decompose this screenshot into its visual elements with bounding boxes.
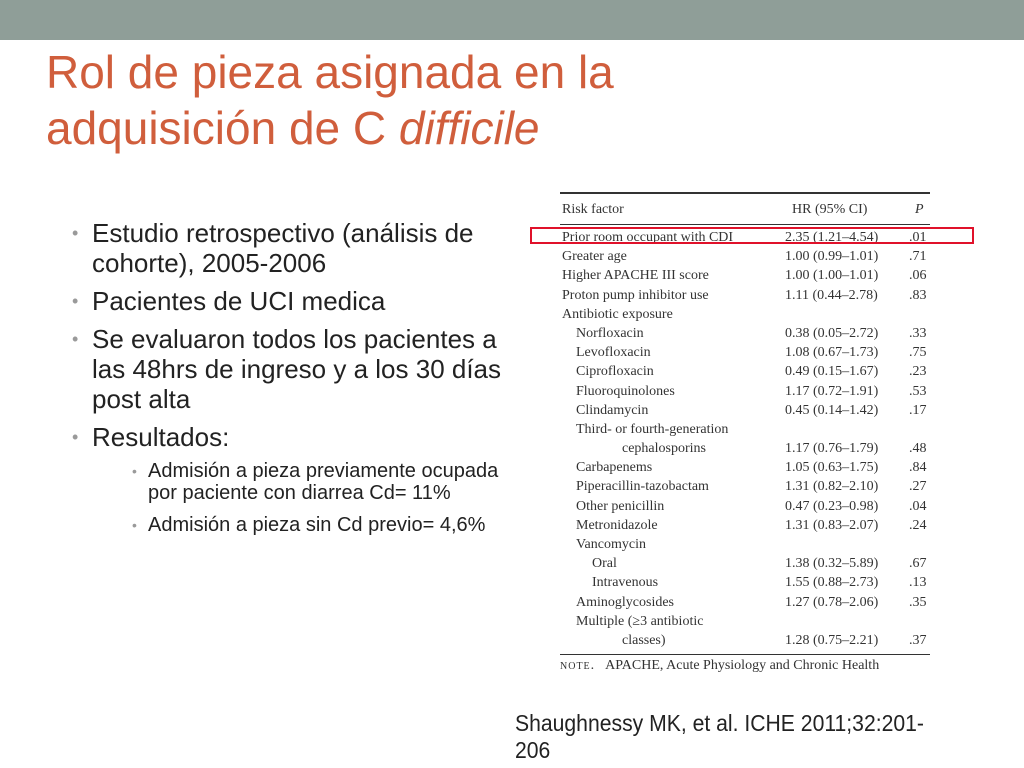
risk-factor-cell: Piperacillin-tazobactam [576, 479, 709, 495]
table-row [560, 631, 930, 650]
risk-factor-cell: Carbapenems [576, 460, 653, 476]
risk-factor-cell: Antibiotic exposure [562, 306, 673, 322]
highlight-box [530, 227, 974, 244]
hr-cell: 1.17 (0.72–1.91) [785, 383, 879, 399]
risk-factor-cell: Greater age [562, 249, 627, 265]
hr-cell: 1.31 (0.83–2.07) [785, 517, 879, 533]
bullet-text: Estudio retrospectivo (análisis de cohorte), 2005-2006 [92, 218, 474, 278]
risk-factor-cell: Higher APACHE III score [562, 268, 709, 284]
p-value-cell: .01 [909, 230, 927, 245]
hr-cell: 0.49 (0.15–1.67) [785, 364, 879, 380]
risk-factor-cell: Fluoroquinolones [576, 383, 675, 399]
hr-cell: 1.38 (0.32–5.89) [785, 556, 879, 572]
table-row [560, 362, 930, 381]
table-body [560, 228, 930, 650]
p-value-cell: .48 [909, 441, 927, 457]
p-value-cell: .17 [909, 402, 927, 418]
p-value-cell: .13 [909, 575, 927, 591]
bullet-text: Se evaluaron todos los pacientes a las 48hrs de ingreso y a los 30 días post alta [92, 324, 502, 414]
hr-cell: 1.00 (1.00–1.01) [785, 268, 879, 284]
risk-factor-cell: Oral [592, 556, 617, 572]
p-value-cell: .27 [909, 479, 927, 495]
table-bottom-rule [560, 654, 930, 655]
table-note-text: APACHE, Acute Physiology and Chronic Health [605, 658, 880, 673]
risk-factor-cell: Multiple (≥3 antibiotic [576, 613, 704, 629]
table-top-rule [560, 192, 930, 194]
risk-factor-cell: Proton pump inhibitor use [562, 287, 709, 303]
hr-cell: 0.45 (0.14–1.42) [785, 402, 879, 418]
p-value-cell: .04 [909, 498, 927, 514]
hr-cell: 1.17 (0.76–1.79) [785, 441, 879, 457]
p-value-cell: .75 [909, 345, 927, 361]
bullet-item [72, 422, 512, 536]
bullet-item [72, 218, 512, 278]
p-value-cell: .83 [909, 287, 927, 303]
table-row [560, 247, 930, 266]
table-row [560, 420, 930, 439]
risk-factor-cell: cephalosporins [622, 441, 706, 457]
hr-cell: 0.38 (0.05–2.72) [785, 325, 879, 341]
risk-factor-cell: Clindamycin [576, 402, 649, 418]
sub-bullet-item [132, 460, 512, 504]
p-value-cell: .33 [909, 325, 927, 341]
citation: Shaughnessy MK, et al. ICHE 2011;32:201-206 [515, 710, 924, 763]
p-value-cell: .06 [909, 268, 927, 284]
table-header-rule [560, 224, 930, 225]
header-p: P [915, 202, 924, 217]
hr-cell: 1.00 (0.99–1.01) [785, 249, 879, 265]
p-value-cell: .84 [909, 460, 927, 476]
table-row [560, 497, 930, 516]
bullet-list [72, 218, 512, 546]
hr-cell: 2.35 (1.21–4.54) [785, 230, 879, 245]
risk-factor-cell: Prior room occupant with CDI [562, 230, 734, 245]
table-row [560, 266, 930, 285]
p-value-cell: .24 [909, 517, 927, 533]
slide-title-italic: difficile [398, 102, 540, 154]
risk-factor-cell: Other penicillin [576, 498, 665, 514]
table-row [560, 324, 930, 343]
bullet-item [72, 324, 512, 414]
hr-cell: 1.11 (0.44–2.78) [785, 287, 878, 303]
risk-factor-cell: Norfloxacin [576, 325, 644, 341]
table-row [560, 343, 930, 362]
table-row [560, 477, 930, 496]
hr-cell: 1.08 (0.67–1.73) [785, 345, 879, 361]
bullet-text: Pacientes de UCI medica [92, 286, 386, 316]
table-row [560, 458, 930, 477]
header-hr: HR (95% CI) [792, 202, 868, 217]
risk-factor-cell: Levofloxacin [576, 345, 651, 361]
table-note-label: note. [560, 658, 596, 673]
risk-factor-cell: Ciprofloxacin [576, 364, 654, 380]
sub-bullet-item [132, 514, 512, 536]
hr-cell: 1.31 (0.82–2.10) [785, 479, 879, 495]
risk-factor-cell: Third- or fourth-generation [576, 421, 729, 437]
table-row [560, 439, 930, 458]
table-row [560, 573, 930, 592]
risk-factor-cell: Metronidazole [576, 517, 658, 533]
hr-cell: 0.47 (0.23–0.98) [785, 498, 879, 514]
table-row [560, 535, 930, 554]
bullet-text: Resultados: [92, 422, 230, 452]
risk-factor-table [560, 172, 932, 684]
sub-bullet-text: Admisión a pieza sin Cd previo= 4,6% [148, 514, 486, 536]
table-row [560, 516, 930, 535]
hr-cell: 1.55 (0.88–2.73) [785, 575, 879, 591]
risk-factor-cell: classes) [622, 632, 666, 648]
table-row [560, 612, 930, 631]
sub-bullet-text: Admisión a pieza previamente ocupada por paciente con diarrea Cd= 11% [148, 460, 499, 504]
table-row [560, 305, 930, 324]
hr-cell: 1.05 (0.63–1.75) [785, 460, 879, 476]
risk-factor-cell: Intravenous [592, 575, 659, 591]
sub-bullet-list [132, 460, 512, 536]
slide-title-main: Rol de pieza asignada en la adquisición de C [46, 46, 614, 154]
risk-factor-cell: Aminoglycosides [576, 594, 674, 610]
table-row [560, 593, 930, 612]
table-row [560, 401, 930, 420]
table-row [560, 554, 930, 573]
hr-cell: 1.27 (0.78–2.06) [785, 594, 879, 610]
p-value-cell: .53 [909, 383, 927, 399]
bullet-item [72, 286, 512, 316]
table-note [560, 658, 932, 674]
p-value-cell: .67 [909, 556, 927, 572]
table-row [560, 382, 930, 401]
slide-title [46, 44, 746, 156]
p-value-cell: .35 [909, 594, 927, 610]
header-risk-factor: Risk factor [562, 202, 624, 217]
p-value-cell: .23 [909, 364, 927, 380]
p-value-cell: .37 [909, 632, 927, 648]
hr-cell: 1.28 (0.75–2.21) [785, 632, 879, 648]
risk-factor-cell: Vancomycin [576, 537, 646, 552]
table-row [560, 286, 930, 305]
top-banner [0, 0, 1024, 40]
p-value-cell: .71 [909, 249, 927, 265]
